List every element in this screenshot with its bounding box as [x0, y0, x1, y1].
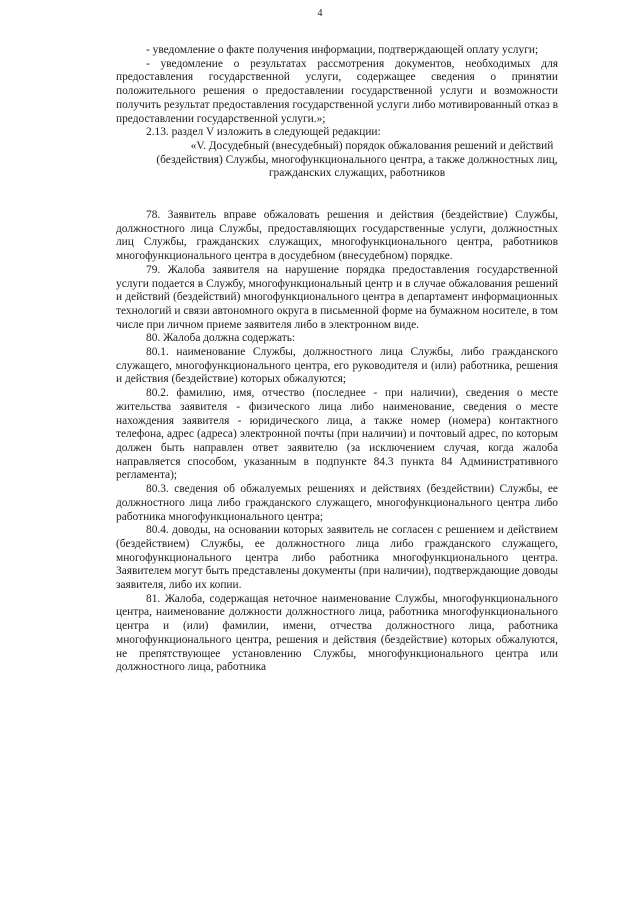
paragraph: 80.2. фамилию, имя, отчество (последнее - при наличии), сведения о месте жительства заявителя - физического лица либо наименование, сведения о месте нахождения заявителя - юридического лица, а также номер (номера) контактного телефона, адрес (адреса) электронной почты (при наличии) и почтовый адрес, по которым должен быть направлен ответ заявителю (за исключением случая, когда жалоба направляется способом, указанным в подпункте 84.3 пункта 84 Административного регламента);	[116, 387, 558, 482]
page-number: 4	[317, 8, 323, 19]
paragraph: 81. Жалоба, содержащая неточное наименование Службы, многофункционального центра, наименование должности должностного лица, работника многофункционального центра и (или) фамилии, имени, отчества должностного лица, работника многофункционального центра, решения и действия (бездействие) которых обжалуются, не препятствующее установлению Службы, многофункционального центра или должностного лица, работника	[116, 592, 558, 674]
paragraph: 79. Жалоба заявителя на нарушение порядка предоставления государственной услуги подается в Службу, многофункциональный центр и в случае обжалования решений и действий (бездействий) многофункционального центра в департамент информационных технологий и связи автономного округа в письменной форме на бумажном носителе, в том числе при личном приеме заявителя либо в электронном виде.	[116, 263, 558, 331]
paragraph: 80.1. наименование Службы, должностного лица Службы, либо гражданского служащего, многофункционального центра, его руководителя и (или) работника, решения и действия (бездействие) которых обжалуются;	[116, 346, 558, 386]
paragraph: 78. Заявитель вправе обжаловать решения и действия (бездействие) Службы, должностного лица Службы, предоставляющих государственные услуги, должностных лиц Службы, гражданских служащих, многофункционального центра, работников многофункционального центра в досудебном (внесудебном) порядке.	[116, 209, 558, 263]
document-body	[116, 44, 558, 675]
paragraph: - уведомление о факте получения информации, подтверждающей оплату услуги;	[146, 44, 539, 56]
paragraph: 80.3. сведения об обжалуемых решениях и действиях (бездействии) Службы, ее должностного лица либо гражданского служащего, многофункционального центра либо работника многофункционального центра;	[116, 483, 558, 523]
paragraph: 80.4. доводы, на основании которых заявитель не согласен с решением и действием (бездействием) Службы, ее должностного лица либо гражданского служащего, многофункционального центра либо работника многофункционального центра. Заявителем могут быть представлены документы (при наличии), подтверждающие доводы заявителя, либо их копии.	[116, 524, 558, 592]
section-heading: «V. Досудебный (внесудебный) порядок обжалования решений и действий (бездействия) Службы, многофункционального центра, а также должностных лиц, гражданских служащих, работников	[156, 139, 558, 180]
paragraph: - уведомление о результатах рассмотрения документов, необходимых для предоставления государственной услуги, содержащее сведения о принятии положительного решения о предоставлении государственной услуги и возможности получить результат предоставления государственной услуги либо мотивированный отказ в предоставлении государственной услуги.»;	[116, 57, 558, 125]
paragraph: 80. Жалоба должна содержать:	[146, 332, 296, 345]
paragraph: 2.13. раздел V изложить в следующей редакции:	[146, 126, 381, 139]
